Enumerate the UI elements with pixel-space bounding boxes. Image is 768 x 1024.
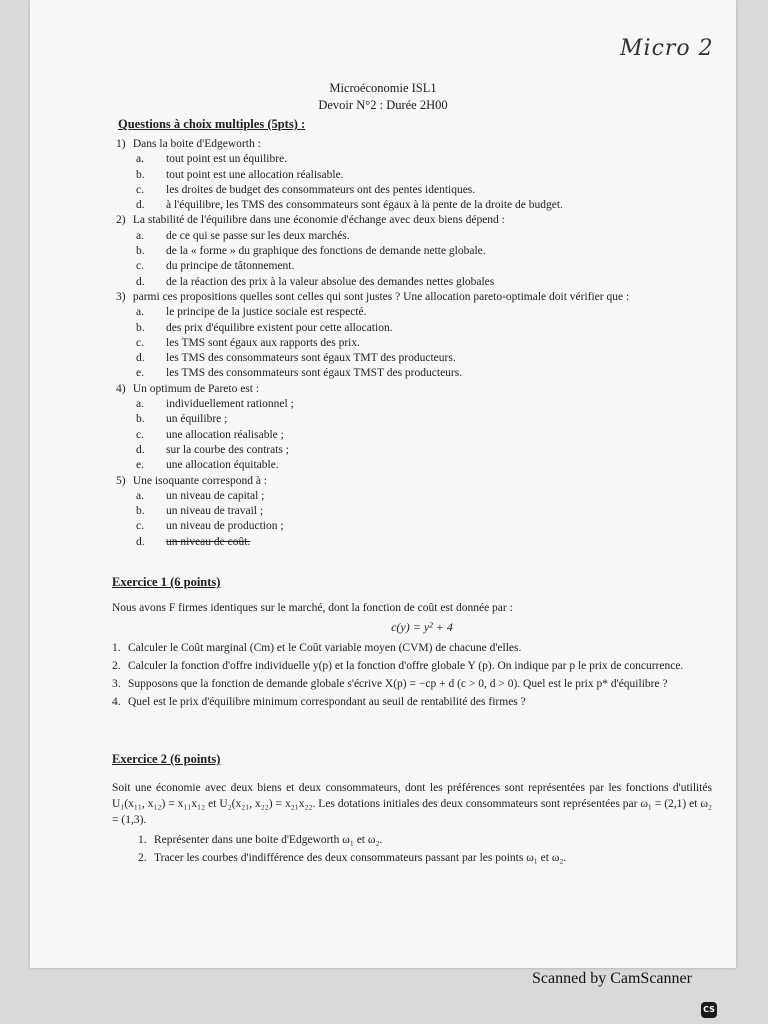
question-number: 3) — [116, 290, 126, 303]
qcm-option — [116, 183, 716, 198]
option-text: les TMS des consommateurs sont égaux TMST des producteurs. — [166, 367, 463, 380]
handwritten-annotation: Micro 2 — [620, 36, 714, 61]
qcm-option — [116, 397, 716, 412]
exercise1-intro — [112, 601, 712, 637]
exercise-question-text: Supposons que la fonction de demande globale s'écrive X(p) = −cp + d (c > 0, d > 0). Quel est le prix p* d'équilibre ? — [128, 678, 668, 690]
exercise-question-number: 1. — [138, 834, 147, 846]
question-text: parmi ces propositions quelles sont celles qui sont justes ? Une allocation pareto-optimale doit vérifier que : — [132, 290, 630, 303]
qcm-list — [116, 137, 716, 550]
option-text: un niveau de production ; — [166, 520, 284, 533]
exercise-question-text: Tracer les courbes d'indifférence des deux consommateurs passant par les points ω₁ et ω₂. — [154, 852, 567, 864]
option-text: sur la courbe des contrats ; — [166, 443, 289, 456]
qcm-option — [116, 275, 716, 290]
option-letter: b. — [136, 505, 145, 518]
option-letter: c. — [136, 336, 144, 349]
exam-header — [30, 80, 736, 114]
qcm-option — [116, 244, 716, 259]
option-text: de la réaction des prix à la valeur absolue des demandes nettes globales — [166, 275, 495, 288]
option-letter: b. — [136, 245, 145, 258]
option-letter: d. — [136, 352, 145, 365]
qcm-option — [116, 321, 716, 336]
qcm-title: Questions à choix multiples (5pts) : — [118, 117, 306, 131]
option-text: à l'équilibre, les TMS des consommateurs sont égaux à la pente de la droite de budget. — [166, 199, 563, 212]
exercise-question-number: 4. — [112, 696, 121, 708]
course-title: Microéconomie ISL1 — [329, 81, 437, 95]
option-letter: a. — [136, 489, 144, 502]
option-text: tout point est une allocation réalisable. — [166, 168, 344, 181]
option-letter: a. — [136, 398, 144, 411]
option-letter: b. — [136, 321, 145, 334]
option-text: les TMS des consommateurs sont égaux TMT des producteurs. — [166, 352, 456, 365]
question-number: 2) — [116, 214, 126, 227]
question-number: 5) — [116, 474, 126, 487]
option-text: un niveau de capital ; — [166, 489, 265, 502]
exercise-question — [112, 676, 712, 692]
option-text: une allocation équitable. — [166, 459, 279, 472]
option-letter: c. — [136, 428, 144, 441]
qcm-option — [116, 428, 716, 443]
qcm-option — [116, 305, 716, 320]
exercise-question-number: 2. — [138, 852, 147, 864]
qcm-option — [116, 198, 716, 213]
scanner-watermark: Scanned by CamScanner — [532, 970, 692, 987]
qcm-option — [116, 412, 716, 427]
qcm-option — [116, 168, 716, 183]
exercise1-title: Exercice 1 (6 points) — [112, 575, 221, 589]
option-text: un niveau de travail ; — [166, 505, 264, 518]
option-text: les TMS sont égaux aux rapports des prix. — [166, 336, 360, 349]
question-number: 1) — [116, 138, 126, 150]
option-text: une allocation réalisable ; — [166, 428, 284, 441]
exercise-question-text: Calculer le Coût marginal (Cm) et le Coût variable moyen (CVM) de chacune d'elles. — [128, 642, 522, 654]
scanned-page — [30, 0, 736, 968]
option-letter: a. — [136, 229, 144, 242]
exercise-question — [112, 640, 712, 656]
qcm-question — [116, 290, 716, 305]
exercise-question-text: Calculer la fonction d'offre individuelle y(p) et la fonction d'offre globale Y (p). On indique par p le prix de concurrence. — [128, 660, 684, 672]
option-letter: e. — [136, 367, 144, 380]
qcm-option — [116, 229, 716, 244]
option-letter: b. — [136, 413, 145, 426]
qcm-option — [116, 504, 716, 519]
qcm-option — [116, 351, 716, 366]
option-letter: c. — [136, 520, 144, 533]
qcm-option — [116, 458, 716, 473]
exercise2-questions — [138, 832, 712, 868]
question-number: 4) — [116, 382, 126, 395]
exercise-question-number: 1. — [112, 642, 121, 654]
question-text: La stabilité de l'équilibre dans une économie d'échange avec deux biens dépend : — [132, 214, 505, 227]
exercise-question — [138, 832, 712, 848]
qcm-option — [116, 489, 716, 504]
option-letter: d. — [136, 443, 145, 456]
qcm-option — [116, 336, 716, 351]
option-letter: c. — [136, 260, 144, 273]
qcm-question — [116, 137, 716, 152]
question-text: Un optimum de Pareto est : — [132, 382, 260, 395]
option-letter: e. — [136, 459, 144, 472]
option-text: du principe de tâtonnement. — [166, 260, 295, 273]
exercise-question-number: 2. — [112, 660, 121, 672]
qcm-option — [116, 443, 716, 458]
qcm-option — [116, 366, 716, 381]
camscanner-logo-icon: CS — [701, 1002, 717, 1018]
cost-function-formula: c(y) = y² + 4 — [391, 620, 453, 634]
question-text: Une isoquante correspond à : — [132, 474, 268, 487]
qcm-option — [116, 519, 716, 534]
qcm-option — [116, 152, 716, 167]
exercise1-questions — [112, 640, 712, 712]
qcm-option — [116, 535, 716, 550]
option-letter: c. — [136, 183, 144, 196]
exercise-question-text: Représenter dans une boite d'Edgeworth ω₁ et ω₂. — [154, 834, 383, 846]
option-text: tout point est un équilibre. — [166, 153, 288, 166]
option-text: le principe de la justice sociale est respecté. — [166, 306, 367, 319]
option-letter: d. — [136, 275, 145, 288]
exercise-question-number: 3. — [112, 678, 121, 690]
exercise-question-text: Quel est le prix d'équilibre minimum correspondant au seuil de rentabilité des firmes ? — [128, 696, 526, 708]
option-letter: b. — [136, 168, 145, 181]
qcm-question — [116, 382, 716, 397]
option-letter: a. — [136, 306, 144, 319]
option-text: un niveau de coût. — [166, 535, 251, 548]
exam-title: Devoir N°2 : Durée 2H00 — [318, 98, 448, 112]
exercise2-title: Exercice 2 (6 points) — [112, 752, 221, 766]
option-letter: d. — [136, 199, 145, 212]
exercise-question — [112, 658, 712, 674]
option-letter: a. — [136, 153, 144, 166]
exercise2-statement: Soit une économie avec deux biens et deux consommateurs, dont les préférences sont représentées par les fonctions d'utilités U₁(x₁₁, x₁₂) = x₁₁x₁₂ et U₂(x₂₁, x₂₂) = x₂₁x₂₂. Les dotations initiales des deux consommateurs sont représentées par ω₁ = (2,1) et ω₂ = (1,3). — [112, 782, 712, 826]
qcm-question — [116, 474, 716, 489]
option-text: de ce qui se passe sur les deux marchés. — [166, 229, 350, 242]
option-letter: d. — [136, 535, 145, 548]
qcm-question — [116, 213, 716, 228]
option-text: des prix d'équilibre existent pour cette allocation. — [166, 321, 393, 334]
option-text: de la « forme » du graphique des fonctions de demande nette globale. — [166, 245, 486, 258]
option-text: un équilibre ; — [166, 413, 228, 426]
option-text: individuellement rationnel ; — [166, 398, 294, 411]
exercise1-intro-text: Nous avons F firmes identiques sur le marché, dont la fonction de coût est donnée par : — [112, 602, 513, 614]
option-text: les droites de budget des consommateurs ont des pentes identiques. — [166, 183, 476, 196]
question-text: Dans la boite d'Edgeworth : — [132, 138, 261, 150]
qcm-option — [116, 259, 716, 274]
exercise-question — [112, 694, 712, 710]
exercise-question — [138, 850, 712, 866]
